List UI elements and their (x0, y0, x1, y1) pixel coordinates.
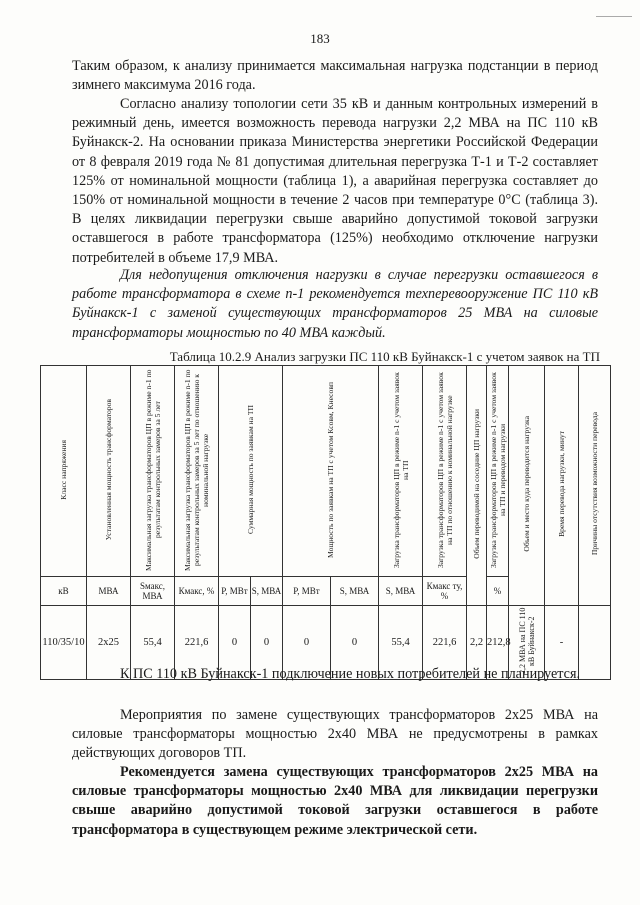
data-cell: 0 (251, 606, 283, 680)
load-analysis-table (40, 365, 611, 680)
data-cell: 221,6 (423, 606, 467, 680)
header-cell: Объем и место куда переводится нагрузка (509, 366, 545, 606)
data-cell: 2х25 (87, 606, 131, 680)
header-cell: Класс напряжения (41, 366, 87, 577)
header-cell: Мощность по заявкам на ТП с учетом Ксовм, Кнесовп (283, 366, 379, 577)
paragraph-final-recommendation: Рекомендуется замена существующих трансформаторов 2х25 МВА на силовые трансформаторы мощностью 2х40 МВА для ликвидации перегрузки свыше аварийно допустимой токовой загрузки оставшегося в работе трансформатора в существующем режиме электрической сети. (72, 764, 598, 838)
data-cell: - (545, 606, 579, 680)
header-cell: Максимальная загрузка трансформаторов ЦП в режиме n-1 по результатам контрольных замеров за 5 лет (131, 366, 175, 577)
unit-cell: кВ (41, 577, 87, 606)
data-cell: 55,4 (131, 606, 175, 680)
paragraph-recommendation-italic: Для недопущения отключения нагрузки в случае перегрузки оставшегося в работе трансформатора в схеме n-1 рекомендуется техперевооружение ПС 110 кВ Буйнакск-1 с заменой существующих трансформаторов 25 МВА на силовые трансформаторы мощностью по 40 МВА каждый. (72, 267, 598, 341)
paragraph-no-new-consumers: К ПС 110 кВ Буйнакск-1 подключение новых потребителей не планируется. (120, 666, 581, 682)
page-number: 183 (310, 31, 330, 46)
unit-cell: P, МВт (283, 577, 331, 606)
unit-cell: S, МВА (251, 577, 283, 606)
paragraph-measures: Мероприятия по замене существующих трансформаторов 2х25 МВА на силовые трансформаторы мощностью 2х40 МВА не предусмотрены в рамках действующих договоров ТП. (72, 707, 598, 762)
data-cell: 221,6 (175, 606, 219, 680)
data-cell: 0 (331, 606, 379, 680)
unit-cell: % (487, 577, 509, 606)
unit-cell: P, МВт (219, 577, 251, 606)
data-cell: 55,4 (379, 606, 423, 680)
data-cell: 2,2 МВА на ПС 110 кВ Буйнакск-2 (509, 606, 545, 680)
paragraph-conclusion: Таким образом, к анализу принимается максимальная нагрузка подстанции в период зимнего максимума 2016 года. (72, 58, 598, 94)
paragraph-analysis: Согласно анализу топологии сети 35 кВ и данным контрольных измерений в режимный день, имеется возможность перевода нагрузки 2,2 МВА на ПС 110 кВ Буйнакск-2. На основании приказа Министерства энергетики Российской Федерации от 8 февраля 2019 года № 81 допустимая длительная перегрузка Т-1 и Т-2 составляет 125% от номинальной мощности (таблица 1), а аварийная перегрузка составляет до 150% от номинальной мощности в течение 2 часов при температуре 0°С (таблица 3). В целях ликвидации перегрузки свыше аварийно допустимой токовой загрузки оставшегося в работе трансформатора (125%) необходимо отключение нагрузки потребителей в объеме 17,9 МВА. (72, 96, 598, 266)
unit-cell: Sмакс, МВА (131, 577, 175, 606)
data-cell: 110/35/10 (41, 606, 87, 680)
header-cell: Загрузка трансформаторов ЦП в режиме n-1 с учетом заявок на ТП по отношению к номинальной нагрузке (423, 366, 467, 577)
header-cell: Загрузка трансформаторов ЦП в режиме n-1 с учетом заявок на ТП (379, 366, 423, 577)
header-cell: Объем переводимой на соседние ЦП нагрузки (467, 366, 487, 606)
header-cell: Суммарная мощность по заявкам на ТП (219, 366, 283, 577)
table-caption: Таблица 10.2.9 Анализ загрузки ПС 110 кВ Буйнакск-1 с учетом заявок на ТП (169, 349, 600, 364)
header-cell: Установленная мощность трансформаторов (87, 366, 131, 577)
header-cell: Причины отсутствия возможности перевода (579, 366, 611, 606)
unit-cell: МВА (87, 577, 131, 606)
header-cell: Время перевода нагрузки, минут (545, 366, 579, 606)
header-cell: Загрузка трансформаторов ЦП в режиме n-1 с учетом заявок на ТП и переводом нагрузки (487, 366, 509, 577)
header-cell: Максимальная загрузка трансформаторов ЦП в режиме n-1 по результатам контрольных замеров за 5 лет по отношению к номинальной нагрузке (175, 366, 219, 577)
unit-cell: Кмакс, % (175, 577, 219, 606)
unit-cell: S, МВА (379, 577, 423, 606)
unit-cell: S, МВА (331, 577, 379, 606)
unit-cell: Кмакс ту, % (423, 577, 467, 606)
table-header-row (41, 366, 611, 577)
data-cell: 212,8 (487, 606, 509, 680)
data-cell: 2,2 (467, 606, 487, 680)
data-cell: 0 (219, 606, 251, 680)
corner-mark (596, 0, 632, 17)
data-cell: 0 (283, 606, 331, 680)
